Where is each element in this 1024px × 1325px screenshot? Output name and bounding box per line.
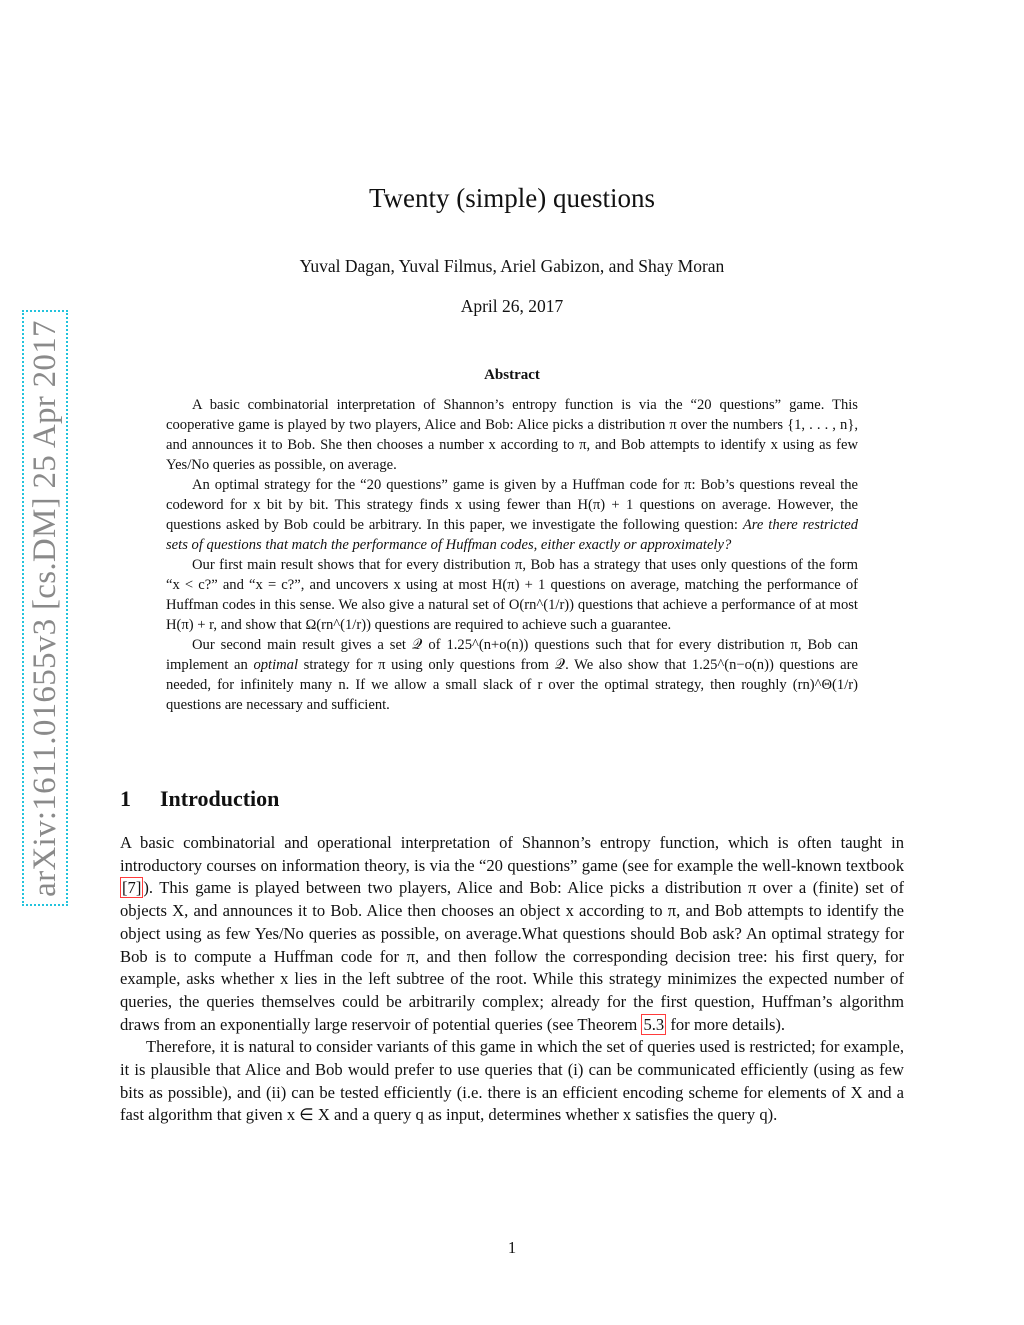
citation-link[interactable]: [7] <box>122 878 142 898</box>
abstract-p2-question: Are there restricted sets of questions that match the performance of Huffman codes, either exactly or approximately? <box>166 517 858 553</box>
abstract-p4-text-a: Our second main result gives a set 𝒬 of 1.25^(n+o(n)) questions such that for every distribution π, Bob can implement an <box>166 637 858 673</box>
intro-paragraph-1 <box>120 832 904 1036</box>
abstract-p4-emph: optimal <box>253 657 299 673</box>
paper-title: Twenty (simple) questions <box>368 183 656 213</box>
section-title: Introduction <box>160 786 280 811</box>
section-number: 1 <box>120 786 131 811</box>
abstract-p4-text-b: strategy for π using only questions from 𝒬. We also show that 1.25^(n−o(n)) questions are needed, for infinitely many n. If we allow a small slack of r over the optimal strategy, then roughly (rn)^Θ(1/r) questions are necessary and sufficient. <box>166 657 858 713</box>
abstract-heading: Abstract <box>484 367 540 383</box>
arxiv-stamp <box>22 310 68 906</box>
page-number: 1 <box>507 1238 517 1257</box>
section-heading <box>120 786 279 812</box>
arxiv-stamp-text: arXiv:1611.01655v3 [cs.DM] 25 Apr 2017 <box>26 319 63 897</box>
abstract-paragraph-1: A basic combinatorial interpretation of Shannon’s entropy function is via the “20 questions” game. This cooperative game is played by two players, Alice and Bob: Alice picks a distribution π over the numbers {1, . . . , n}, and announces it to Bob. She then chooses a number x according to π, and Bob attempts to identify x using as few Yes/No queries as possible, on average. <box>166 397 858 473</box>
intro-p1-text-a: A basic combinatorial and operational interpretation of Shannon’s entropy function, which is often taught in introductory courses on information theory, is via the “20 questions” game (see for example the well-known textbook <box>120 833 904 875</box>
introduction-body <box>120 832 904 1127</box>
intro-p1-text-b: ). This game is played between two players, Alice and Bob: Alice picks a distribution π over a (finite) set of objects X, and announces it to Bob. Alice then chooses an object x according to π, and Bob attempts to identify the object using as few Yes/No queries as possible, on average.What questions should Bob ask? An optimal strategy for Bob is to compute a Huffman code for π, and then follow the corresponding decision tree: his first query, for example, asks whether x lies in the left subtree of the root. While this strategy minimizes the expected number of queries, the queries themselves could be arbitrarily complex; already for the first question, Huffman’s algorithm draws from an exponentially large reservoir of potential queries (see Theorem <box>120 878 904 1034</box>
abstract-paragraph-3: Our first main result shows that for every distribution π, Bob has a strategy that uses only questions of the form “x < c?” and “x = c?”, and uncovers x using at most H(π) + 1 questions on average, matching the performance of Huffman codes in this sense. We also give a natural set of O(rn^(1/r)) questions that achieve a performance of at most H(π) + r, and show that Ω(rn^(1/r)) questions are required to achieve such a guarantee. <box>166 557 858 633</box>
intro-p1-text-c: for more details). <box>666 1014 786 1034</box>
paper-date: April 26, 2017 <box>460 296 564 316</box>
paper-authors: Yuval Dagan, Yuval Filmus, Ariel Gabizon, and Shay Moran <box>299 256 725 276</box>
abstract-paragraph-2 <box>166 475 858 555</box>
abstract-p2-text: An optimal strategy for the “20 questions” game is given by a Huffman code for π: Bob’s questions reveal the codeword for x bit by bit. This strategy finds x using fewer than H(π) + 1 questions on average. However, the questions asked by Bob could be arbitrary. In this paper, we investigate the following question: <box>166 477 858 533</box>
abstract <box>166 395 858 715</box>
abstract-paragraph-4 <box>166 635 858 715</box>
theorem-link[interactable]: 5.3 <box>643 1014 665 1034</box>
intro-paragraph-2: Therefore, it is natural to consider variants of this game in which the set of queries used is restricted; for example, it is plausible that Alice and Bob would prefer to use queries that (i) can be communicated efficiently (using as few bits as possible), and (ii) can be tested efficiently (i.e. there is an efficient encoding scheme for elements of X and a fast algorithm that given x ∈ X and a query q as input, determines whether x satisfies the query q). <box>120 1037 904 1125</box>
